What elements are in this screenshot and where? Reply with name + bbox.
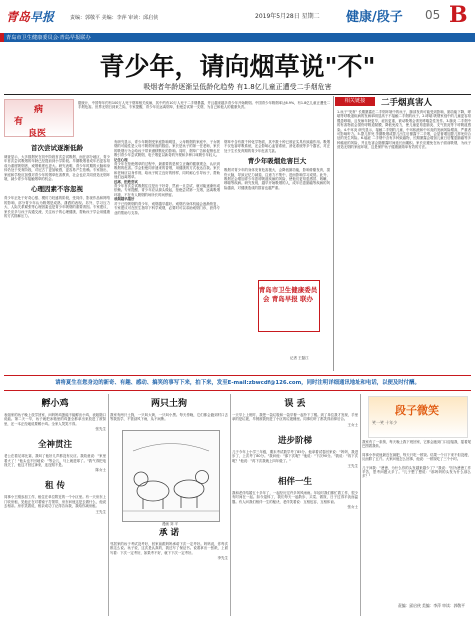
submission-notice: 请将夏生在您身边的新奇、有趣、感动、搞笑的事写下来，拍下来，发至E-mail:zbwcdf@126.com，同时注明详细通讯地址和电话，以便及时付酬。 [55,380,420,386]
section-letter: B [449,2,468,28]
subheading: 心理因素不容忽视 [31,185,83,194]
subheading: 青少年吸烟危害巨大 [247,157,307,166]
sponsor-stamp: 青岛市卫生健康委员会 青岛早报 联办 [258,286,318,303]
dateline: 2019年5月28日 星期二 [255,13,320,20]
newspaper-logo [6,8,54,25]
joke-banner-subtitle: 笑一笑 十年少 [372,420,398,425]
anecdote-body: 表姐家的孩子晚上放学回家，问妈妈鸡蛋能不能孵出小鸡，表姐随口说能。第二天一早，孩子就把冰箱里的鸡蛋全都拿出来放进了被窝里，还一本正经地说要孵小鸡。全家人哭笑不得。 [4,413,106,426]
anecdote-title: 相伴一生 [277,477,312,488]
inline-heading: 记住心理 [114,157,128,162]
anecdote-title: 误 丢 [284,399,306,409]
sidebar-title: 二手烟真害人 [381,98,433,108]
anecdote-author: 张女士 [347,505,358,510]
sidebar-body: 1.孩子"发育" 长期暴露在二手烟环境中的孩子，肺部发育可能受到影响，肺功能下降，哮喘等呼吸道疾病的发病率明显高于不接触二手烟的孩子。2.哮喘 吸烟家庭中的儿童更容易罹患哮喘，且发病年龄更早、症状更重，被动吸烟会诱发哮喘急性发作。3.肺炎 二手烟中的有害物质会损伤呼吸道黏膜，降低免疫力，使儿童更易患肺炎、支气管炎等下呼吸道感染。4.中耳炎 研究显示，接触二手烟的儿童，中耳积液和中耳炎的发病风险增高，严重者可影响听力。5.婴儿猝死 孕期吸烟或婴儿出生后暴露于二手烟，会显著增加婴儿猝死综合征的发生风险。6.癌症 二手烟中含有多种致癌物，长期暴露会增加儿童日后罹患肺癌等多种癌症的风险，并且危害会随暴露时间延长而累积。家长应避免在孩子面前吸烟，为孩子营造无烟的家庭环境，这是保护孩子健康最简单有效的方法。 [337,110,471,150]
column-logo-text [14,104,46,140]
sponsor-bar [0,33,475,42]
article-column-3 [224,140,330,372]
related-link-tag: 相关链接 [335,97,375,106]
logo-part-b: 早报 [30,10,55,24]
paragraph: 有研究显示，青少年吸烟受家庭影响明显，父母吸烟的家庭中，子女吸烟的可能性是父母不吸烟家庭的数倍。家长是孩子的第一任老师，家长的吸烟行为会给孩子带来潜移默化的影响。同时，烟草广告和促销也在吸引青少年尝试吸烟，电子烟更以新奇的外观和多种口味吸引年轻人。 [114,140,220,158]
column-divider [333,96,334,371]
anecdote-title: 孵小鸡 [41,399,69,409]
anecdote-body: 我家有两只土狗，一只叫大黄，一只叫小黑。每天傍晚，它们都会跑到村口去等我放学，不管刮风下雨，从不间断。 [110,413,228,422]
subheading: 首次尝试逐渐低龄 [31,144,83,152]
paragraph: 烟草中含有数千种化学物质，其中数十种已被证实具有致癌作用。吸烟不仅危害呼吸系统，还会影响心血管系统、消化系统等多个器官，对正处于生长发育期的青少年危害尤甚。 [224,140,330,153]
sponsor-text: 青岛市卫生健康委员会·青岛早报联办 [6,35,91,41]
intro-paragraph: 据统计，中国每年约有100万人死于烟草相关疾病，其中约有10万人死于二手烟暴露，并且越来越多青少年开始吸烟。中国青少年吸烟率达6.9%，有1.8亿儿童正遭受二手烟危害。世界无烟日到来之际，专家提醒，青少年应远离烟草，拒绝尝试第一支烟，为自己和他人的健康负责。 [78,101,330,110]
cartoon-caption: 漫画 刘 平 [162,522,178,526]
anecdote-body: 老公在看足球比赛，我叫了他好几声都没有反应。我故意说："家里着火了！"他头也不回地说："等会儿，马上就进球了。"我气得把电视关了，他这才回过神来，连连赔不是。 [4,454,106,468]
paragraph: 对于已经吸烟的青少年，戒烟越早越好。戒烟后身体机能会逐渐恢复，专家建议可在医生指导下科学戒烟，必要时可以求助戒烟门诊，获得专业的帮助与支持。 [114,201,220,215]
anecdote-author: 张先生 [95,427,106,432]
headline: 青少年，请向烟草说"不" [99,52,376,81]
joke-banner-title: 段子微笑 [395,404,439,417]
joke-item: 儿子问我："爸爸，为什么你的头发越来越少了？"我说："因为爸爸工作辛苦，思考问题太多了。"儿子想了想说："那妈妈的头发为什么那么多？" [362,465,471,479]
anecdote-author: 李先生 [217,556,228,561]
notice-rule [4,375,471,376]
anecdote-column-3 [232,394,358,616]
joke-item: 我家有了一条狗，每天晚上我下班回家，它都会跑到门口迎接我，摇着尾巴围着我转。 [362,440,471,449]
notice-rule [4,390,471,391]
anecdote-body: 一天早上上班时，我把一袋垃圾和一袋早餐一起拎下了楼。到了单位我才发现，手里拿的是垃圾，早餐被我扔进了小区的垃圾桶里。同事们听了都笑得前仰后合。 [232,413,358,422]
anecdote-column-1 [4,394,106,616]
article-column-2 [114,140,220,372]
inline-heading: 戒烟越早越好 [114,197,135,202]
sponsor-bar-marker [0,33,4,42]
column-logo-line2: 有 [14,117,24,127]
article-author: 记者 王磊江 [290,356,309,360]
subheadline: 吸烟者年龄逐渐呈低龄化趋势 有1.8亿儿童正遭受二手烟危害 [143,83,332,91]
paragraph: 青少年在拒绝烟草的过程中，最重要的是树立正确的健康观念，认识到吸烟的危害。学会拒绝同伴递来的香烟，用健康的方式表达自我。家长和老师应以身作则，给孩子树立良好的榜样，同时耐心引导孩子，帮助他们远离烟草。 [114,162,220,180]
headline-rule [4,94,471,95]
anecdote-author: 王先生 [347,464,358,469]
anecdote-title: 进步阶梯 [277,435,312,446]
column-divider [230,394,231,616]
column-divider [360,394,361,616]
paragraph: 青少年首次尝试吸烟往往是出于好奇，然而一旦尝试，就可能逐渐形成依赖。专家提醒，青少年应从源头做起，拒绝尝试第一支烟，远离吸烟环境，不在有人吸烟的场所长时间停留。 [114,184,220,197]
joke-item: 同事小李说他最近在减肥，每天只吃一顿饭。结果一个月下来不但没瘦，反而胖了五斤。大家问他怎么回事，他说：一顿饭吃了三个小时。 [362,452,471,462]
paragraph: 吸烟对青少年的身体发育危害极大，会降低肺功能，影响骨骼发育，损伤大脑，导致记忆力减退、注意力不集中，进而影响学习成绩。此外，吸烟还会增加青少年患呼吸道疾病的风险，使他们更易患感冒、咳嗽、哮喘等疾病。研究发现，越早开始吸烟的人，成年后患肺癌等疾病的风险越高，对健康造成的损害也越严重。 [224,168,330,190]
column-logo-line1: 病 [34,105,44,115]
anecdote-body: 儿子今年上小学三年级，期末考试数学考了85分。他拿着试卷回家说："妈妈，我进步了，上次考了80分。"我问他："那下次呢？"他说："下次90分。"我说："再下次呢？"他说："再下次我就上四年级了。" [232,449,358,463]
inline-heading: 远离、拒绝尝试 [114,179,138,184]
paragraph: 调查显示，大多数烟民在初中阶段首次尝试吸烟，而在部分地区，青少年首次尝试吸烟的年龄已经提前到小学阶段。早期吸烟者成年后更容易成为重度吸烟者，戒烟难度也更大。研究表明，青少年时期的大脑和身体仍处于发育阶段，对尼古丁更加敏感，更容易产生依赖。专家指出，家庭和学校应加强对青少年的烟草危害教育，社会也应共同营造无烟环境，减少青少年接触烟草的机会。 [4,155,110,182]
cartoon-dogs-icon [123,431,219,521]
staff-credits: 责编：郭敬平 美编：李萍 审读：邱启侠 [70,15,159,21]
anecdote-author: 陈女士 [95,468,106,473]
page-number: 05 [425,8,441,22]
cartoon-illustration [122,430,220,522]
footer-credits: 责编：邱启侠 美编：李萍 审读：郭敬平 [398,603,465,608]
anecdote-author: 王先生 [95,509,106,514]
anecdote-title: 租 传 [45,481,65,492]
paragraph: 青少年正处于好奇心强、模仿力旺盛的阶段，受同伴、影视作品和网络的影响，部分青少年认为吸烟是成熟、潇洒的表现。另外，学习压力大、人际关系紧张等心理因素也是青少年吸烟的重要诱因。专家建议，家长应多与孩子沟通交流，关注孩子的心理健康，帮助孩子学会用健康的方式排解压力。 [4,196,110,219]
column-divider [108,394,109,616]
anecdote-title: 承 诺 [159,527,179,538]
joke-column [362,440,471,600]
anecdote-title: 全神贯注 [37,440,72,451]
anecdote-body: 同事小王刚参加工作，租住在单位附近的一个小区里。有一天房东上门收房租，见他正在对着镜子打领带，房东问他这是去做什么，他说去相亲。房东笑着说，相亲成功了记得告诉我，我给你减房租。 [4,495,106,509]
column-logo-line3: 良医 [28,129,47,139]
anecdote-author: 王女士 [347,422,358,427]
article-column-1 [4,140,110,372]
logo-part-a: 青岛 [6,10,31,24]
anecdote-body: 邻居家的孩子考试没考好，回家前跟妈妈承诺下次一定考好。妈妈说，你每次都这么说。孩子说，这次是认真的，我还写了保证书。说着拿出一张纸，上面写着：下次一定考好，如果考不好，就下下次一定考好。 [110,541,228,555]
anecdote-body: 我和老伴结婚五十多年了，一起经历过许多风风雨雨。年轻时我们都忙着工作，很少有时间在一起。如今退休了，我们每天一起散步、买菜、做饭，日子过得平淡而温馨。有人问我们相伴一生的秘诀，老伴笑着说：互相包容，互相体谅。 [232,491,358,504]
anecdote-title: 两只土狗 [150,399,187,409]
section-title: 健康/段子 [346,10,403,25]
